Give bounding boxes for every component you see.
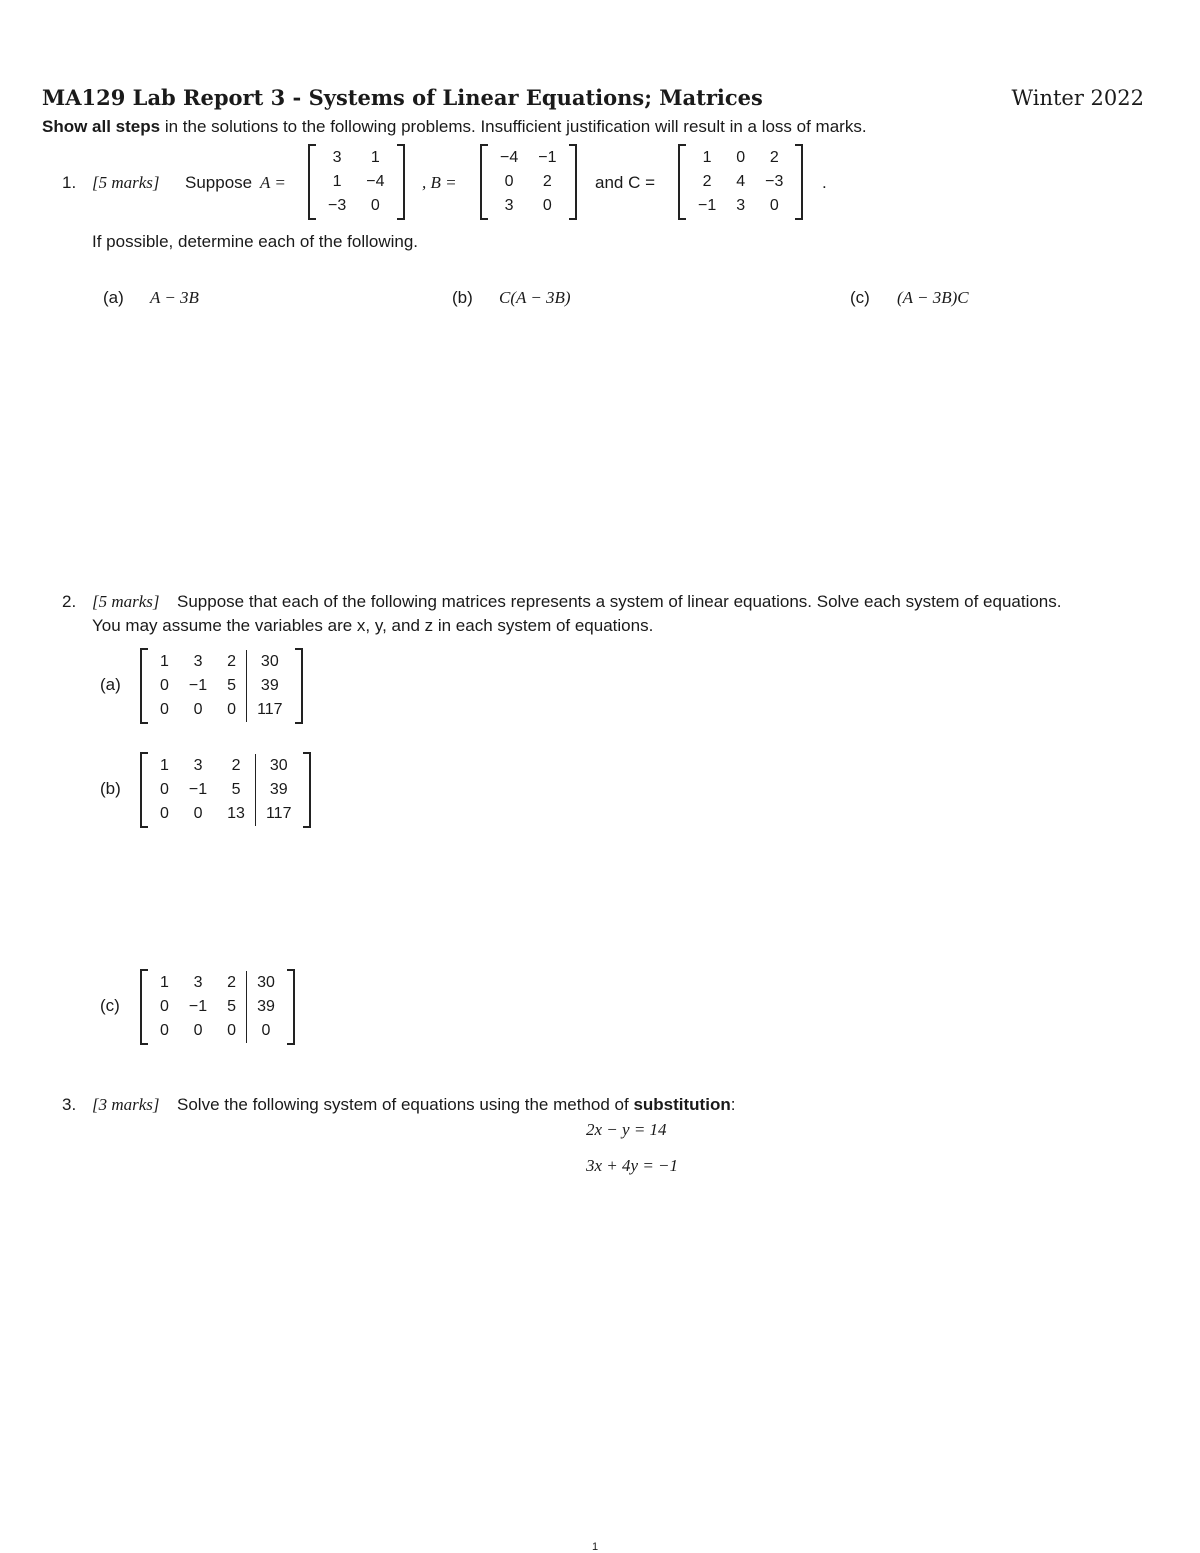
matrix-a-cell: 1	[370, 149, 380, 166]
matrix-c-cell: 3	[736, 197, 746, 214]
matrix-cell: 2	[227, 974, 237, 991]
matrix-a-cell: 3	[332, 149, 342, 166]
matrix-cell: 5	[231, 781, 241, 798]
matrix-cell: 1	[160, 653, 169, 670]
matrix-cell: 0	[193, 805, 203, 822]
term-label: Winter 2022	[1011, 86, 1144, 110]
matrix-c-cell: 1	[702, 149, 712, 166]
q3-equation-2: 3x + 4y = −1	[586, 1156, 679, 1175]
matrix-c-cell: 0	[769, 197, 779, 214]
page-number: 1	[592, 1541, 599, 1553]
q1-prompt: If possible, determine each of the following.	[92, 232, 419, 251]
q1-marks: [5 marks]	[92, 173, 160, 192]
q3-text-main: Solve the following system of equations using the method of	[177, 1095, 629, 1114]
matrix-cell: 0	[160, 998, 169, 1015]
matrix-cell: 3	[193, 757, 203, 774]
q2-marks: [5 marks]	[92, 592, 160, 611]
document-title: MA129 Lab Report 3 - Systems of Linear Equations; Matrices	[42, 85, 763, 110]
q2-text-1: Suppose that each of the following matrices represents a system of linear equations. Solve each system of equations.	[177, 592, 1062, 611]
matrix-c-cell: −3	[765, 173, 784, 190]
q2-part-b-label: (b)	[100, 779, 121, 798]
q3-method: substitution	[633, 1095, 731, 1114]
matrix-cell: 30	[255, 754, 301, 778]
matrix-a-cell: −4	[366, 173, 385, 190]
matrix-cell: 0	[247, 1019, 285, 1043]
matrix-c-cell: −1	[698, 197, 717, 214]
q1-part-a-label: (a)	[103, 288, 124, 307]
q2-number: 2.	[62, 592, 77, 611]
instructions-bold: Show all steps	[42, 117, 161, 136]
q3-marks: [3 marks]	[92, 1095, 160, 1114]
matrix-b-cell: −1	[538, 149, 557, 166]
instructions	[42, 117, 867, 137]
augmented-matrix-c	[140, 969, 295, 1045]
matrix-cell: 13	[227, 805, 245, 822]
matrix-b-cell: 2	[542, 173, 552, 190]
matrix-cell: 0	[193, 1022, 203, 1039]
q2-part-a-label: (a)	[100, 675, 121, 694]
matrix-cell: −1	[188, 998, 208, 1015]
matrix-cell: 3	[193, 974, 203, 991]
q1-c-label: and C =	[595, 173, 656, 192]
q3-text	[177, 1095, 735, 1115]
matrix-cell: 5	[227, 677, 237, 694]
matrix-cell: 0	[227, 1022, 237, 1039]
augmented-matrix-a	[140, 648, 303, 724]
matrix-cell: 0	[160, 1022, 169, 1039]
q1-part-b-label: (b)	[452, 288, 473, 307]
matrix-c-cell: 2	[702, 173, 712, 190]
matrix-cell: −1	[188, 781, 208, 798]
matrix-c-cell: 0	[736, 149, 746, 166]
matrix-b-cell: 3	[504, 197, 514, 214]
matrix-a-cell: 0	[370, 197, 380, 214]
matrix-cell: 0	[160, 805, 169, 822]
matrix-cell: 2	[231, 757, 241, 774]
matrix-cell: 0	[160, 781, 169, 798]
matrix-cell: −1	[188, 677, 208, 694]
matrix-b-cell: 0	[504, 173, 514, 190]
matrix-cell: 0	[193, 701, 203, 718]
matrix-cell: 117	[247, 698, 293, 722]
matrix-b-cell: 0	[542, 197, 552, 214]
matrix-cell: 39	[247, 674, 293, 698]
q1-b-label: , B =	[422, 173, 457, 192]
matrix-cell: 30	[247, 971, 285, 995]
instructions-text: in the solutions to the following problems. Insufficient justification will result in a loss of marks.	[164, 117, 867, 136]
matrix-cell: 5	[227, 998, 237, 1015]
matrix-c-cell: 4	[736, 173, 746, 190]
augmented-matrix-b	[140, 752, 311, 828]
q1-number: 1.	[62, 173, 77, 192]
matrix-cell: 1	[160, 974, 169, 991]
q2-text-2: You may assume the variables are x, y, and z in each system of equations.	[92, 616, 654, 635]
q1-part-a-expr: A − 3B	[150, 288, 199, 307]
q2-part-c-label: (c)	[100, 996, 120, 1015]
matrix-c-cell: 2	[769, 149, 779, 166]
matrix-a-cell: −3	[328, 197, 347, 214]
matrix-cell: 3	[193, 653, 203, 670]
q1-suppose: Suppose	[185, 173, 253, 192]
matrix-c	[678, 144, 803, 220]
q3-equation-1: 2x − y = 14	[586, 1120, 667, 1139]
matrix-a	[308, 144, 405, 220]
q1-period: .	[822, 173, 827, 192]
matrix-b	[480, 144, 577, 220]
matrix-cell: 0	[160, 677, 169, 694]
q1-part-b-expr: C(A − 3B)	[499, 288, 571, 307]
matrix-cell: 39	[247, 995, 285, 1019]
q3-colon: :	[730, 1095, 736, 1114]
matrix-a-cell: 1	[332, 173, 342, 190]
matrix-b-cell: −4	[500, 149, 519, 166]
matrix-cell: 30	[247, 650, 293, 674]
q1-a-label: A =	[260, 173, 286, 192]
matrix-cell: 2	[227, 653, 237, 670]
q1-part-c-label: (c)	[850, 288, 870, 307]
matrix-cell: 1	[160, 757, 169, 774]
matrix-cell: 117	[255, 802, 301, 826]
matrix-cell: 0	[227, 701, 237, 718]
q1-part-c-expr: (A − 3B)C	[897, 288, 969, 307]
matrix-cell: 0	[160, 701, 169, 718]
matrix-cell: 39	[255, 778, 301, 802]
q3-number: 3.	[62, 1095, 77, 1114]
